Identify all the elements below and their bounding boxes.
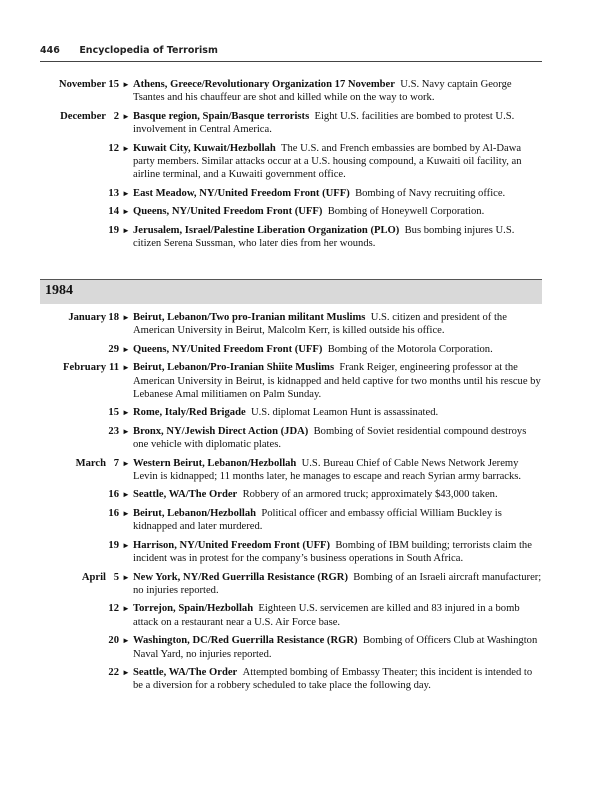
entry-description: Attempted bombing of Embassy Theater; this incident is intended to be a diversion for a robbery scheduled to take place the following day.	[133, 666, 533, 692]
entry-text	[133, 425, 542, 452]
entry-date	[40, 634, 119, 661]
entry-description: Bombing of the Motorola Corporation.	[327, 343, 493, 355]
entries-1983	[40, 78, 542, 255]
entry-marker-icon: ►	[122, 143, 130, 153]
entry-date	[40, 488, 119, 501]
entry-location-group: Beirut, Lebanon/Pro-Iranian Shiite Muslims	[133, 362, 335, 374]
entry-month: April	[81, 571, 106, 583]
chronology-entry	[40, 361, 542, 401]
entry-description: Eighteen U.S. servicemen are killed and 83 injured in a bomb attack on a restaurant near a U.S. Air Force base.	[133, 603, 520, 628]
entry-date	[40, 602, 119, 629]
entry-month: November	[58, 79, 106, 90]
entry-location-group: Beirut, Lebanon/Two pro-Iranian militant Muslims	[133, 312, 366, 323]
entry-day: 16	[108, 489, 119, 501]
entry-description: Political officer and embassy official William Buckley is kidnapped and later murdered.	[133, 507, 502, 533]
entry-marker-icon: ►	[122, 225, 130, 235]
entry-day: 12	[108, 142, 119, 154]
entry-date	[40, 142, 119, 182]
entry-text	[133, 343, 542, 356]
entry-day: 7	[113, 457, 119, 469]
entry-location-group: Basque region, Spain/Basque terrorists	[133, 110, 310, 122]
chronology-entry	[40, 78, 542, 105]
entry-description: Eight U.S. facilities are bombed to protest U.S. involvement in Central America.	[133, 110, 515, 136]
entry-day: 22	[108, 666, 119, 678]
entry-text	[133, 142, 542, 182]
entry-location-group: Seattle, WA/The Order	[133, 489, 238, 501]
entry-date	[40, 507, 119, 534]
entry-day: 19	[108, 224, 119, 236]
entry-day: 23	[108, 425, 119, 437]
entry-day: 16	[108, 507, 119, 519]
entry-location-group: Torrejon, Spain/Hezbollah	[133, 603, 254, 615]
entry-description: The U.S. and French embassies are bombed by Al-Dawa party members. Similar attacks occur at a U.S. housing compound, a Kuwaiti oil facility, an airline terminal, and a Kuwaiti government office.	[133, 142, 522, 181]
entry-location-group: Western Beirut, Lebanon/Hezbollah	[133, 457, 297, 469]
entry-date	[40, 571, 119, 598]
entry-description: U.S. citizen and president of the American University in Beirut, Malcolm Kerr, is killed outside his office.	[133, 312, 507, 337]
entry-marker-icon: ►	[122, 426, 130, 436]
entry-date	[40, 539, 119, 566]
entry-description: Bombing of IBM building; terrorists claim the incident was in protest for the company’s business operations in South Africa.	[133, 539, 532, 565]
entry-month: January	[68, 312, 106, 323]
entry-text	[133, 507, 542, 534]
entry-date	[40, 406, 119, 419]
chronology-entry	[40, 539, 542, 566]
entry-date	[40, 205, 119, 218]
entry-date	[40, 110, 119, 137]
entry-date	[40, 187, 119, 200]
entry-marker-icon: ►	[122, 636, 130, 646]
entry-marker-icon: ►	[122, 313, 130, 322]
chronology-entry	[40, 224, 542, 251]
entry-location-group: Seattle, WA/The Order	[133, 666, 238, 678]
chronology-entry	[40, 110, 542, 137]
chronology-entry	[40, 488, 542, 501]
entry-text	[133, 187, 542, 200]
entry-marker-icon: ►	[122, 408, 130, 418]
entry-location-group: New York, NY/Red Guerrilla Resistance (RGR)	[133, 571, 348, 583]
entry-day: 14	[108, 206, 119, 218]
entry-location-group: East Meadow, NY/United Freedom Front (UFF)	[133, 187, 350, 199]
entry-text	[133, 311, 542, 338]
chronology-entry	[40, 187, 542, 200]
entry-day: 13	[108, 187, 119, 199]
chronology-entry	[40, 507, 542, 534]
entry-text	[133, 571, 542, 598]
entry-date	[40, 425, 119, 452]
entry-day: 29	[108, 343, 119, 355]
entry-day: 12	[108, 603, 119, 615]
entry-month: December	[60, 110, 106, 122]
page-number: 446	[40, 45, 60, 56]
header-divider	[40, 61, 542, 62]
chronology-entry	[40, 343, 542, 356]
entry-marker-icon: ►	[122, 667, 130, 677]
entry-text	[133, 634, 542, 661]
entry-day: 18	[108, 312, 119, 323]
entry-date	[40, 343, 119, 356]
entry-text	[133, 361, 542, 401]
entry-text	[133, 457, 542, 484]
entry-day: 11	[108, 362, 119, 374]
entry-description: U.S. diplomat Leamon Hunt is assassinated.	[251, 407, 439, 419]
entry-marker-icon: ►	[122, 363, 130, 373]
entry-day: 2	[113, 110, 119, 122]
year-heading: 1984	[45, 283, 73, 298]
entry-date	[40, 224, 119, 251]
entry-location-group: Harrison, NY/United Freedom Front (UFF)	[133, 539, 331, 551]
chronology-entry	[40, 602, 542, 629]
entry-day: 15	[108, 407, 119, 419]
chronology-entry	[40, 634, 542, 661]
entry-day: 15	[108, 79, 119, 90]
entry-day: 19	[108, 539, 119, 551]
entry-description: Robbery of an armored truck; approximately $43,000 taken.	[242, 489, 498, 501]
entry-description: Bombing of Honeywell Corporation.	[327, 206, 485, 218]
entry-location-group: Beirut, Lebanon/Hezbollah	[133, 507, 257, 519]
entry-location-group: Athens, Greece/Revolutionary Organization 17 November	[133, 79, 395, 90]
entry-marker-icon: ►	[122, 80, 130, 89]
entry-marker-icon: ►	[122, 540, 130, 550]
entry-marker-icon: ►	[122, 508, 130, 518]
chronology-entry	[40, 406, 542, 419]
entry-location-group: Bronx, NY/Jewish Direct Action (JDA)	[133, 425, 309, 437]
entry-description: Bus bombing injures U.S. citizen Serena Sussman, who later dies from her wounds.	[133, 224, 515, 250]
entry-marker-icon: ►	[122, 572, 130, 582]
entry-date	[40, 666, 119, 693]
entry-location-group: Jerusalem, Israel/Palestine Liberation Organization (PLO)	[133, 224, 400, 236]
entry-date	[40, 311, 119, 338]
chronology-entry	[40, 457, 542, 484]
entry-marker-icon: ►	[122, 344, 130, 354]
entry-location-group: Rome, Italy/Red Brigade	[133, 407, 246, 419]
running-header	[40, 45, 542, 61]
entry-location-group: Kuwait City, Kuwait/Hezbollah	[133, 142, 276, 154]
entry-description: Bombing of Soviet residential compound destroys one vehicle with diplomatic plates.	[133, 425, 527, 451]
entry-text	[133, 224, 542, 251]
entry-location-group: Washington, DC/Red Guerrilla Resistance (RGR)	[133, 635, 358, 647]
entry-marker-icon: ►	[122, 188, 130, 198]
entry-text	[133, 539, 542, 566]
entry-description: Bombing of an Israeli aircraft manufacturer; no injuries reported.	[133, 571, 542, 596]
entry-text	[133, 78, 542, 105]
entry-text	[133, 406, 542, 419]
entry-marker-icon: ►	[122, 490, 130, 500]
entry-marker-icon: ►	[122, 458, 130, 468]
entry-day: 5	[113, 571, 119, 583]
book-title: Encyclopedia of Terrorism	[79, 45, 218, 56]
entry-day: 20	[108, 635, 119, 647]
chronology-entry	[40, 571, 542, 598]
entry-description: U.S. Navy captain George Tsantes and his chauffeur are shot and killed while on the way to work.	[133, 79, 512, 104]
entry-text	[133, 666, 542, 693]
entry-marker-icon: ►	[122, 111, 130, 121]
chronology-entry	[40, 666, 542, 693]
entry-location-group: Queens, NY/United Freedom Front (UFF)	[133, 206, 323, 218]
entry-description: Bombing of Navy recruiting office.	[355, 187, 506, 199]
entry-marker-icon: ►	[122, 207, 130, 217]
entries-1984	[40, 311, 542, 698]
entry-marker-icon: ►	[122, 604, 130, 614]
entry-month: March	[75, 457, 106, 469]
entry-text	[133, 205, 542, 218]
chronology-entry	[40, 205, 542, 218]
entry-text	[133, 602, 542, 629]
year-heading-band	[40, 279, 542, 304]
chronology-entry	[40, 311, 542, 338]
entry-date	[40, 78, 119, 105]
entry-month: February	[63, 362, 106, 374]
entry-text	[133, 488, 542, 501]
entry-date	[40, 361, 119, 401]
entry-text	[133, 110, 542, 137]
chronology-entry	[40, 142, 542, 182]
chronology-entry	[40, 425, 542, 452]
entry-description: Frank Reiger, engineering professor at the American University in Beirut, is kidnapped and held captive for two months until his rescue by Lebanese Amal militiamen on Palm Sunday.	[133, 362, 541, 401]
entry-description: U.S. Bureau Chief of Cable News Network Jeremy Levin is kidnapped; 11 months later, he manages to escape and reach Syrian army barracks.	[133, 457, 522, 483]
entry-location-group: Queens, NY/United Freedom Front (UFF)	[133, 343, 323, 355]
entry-date	[40, 457, 119, 484]
entry-description: Bombing of Officers Club at Washington Naval Yard, no injuries reported.	[133, 635, 538, 660]
